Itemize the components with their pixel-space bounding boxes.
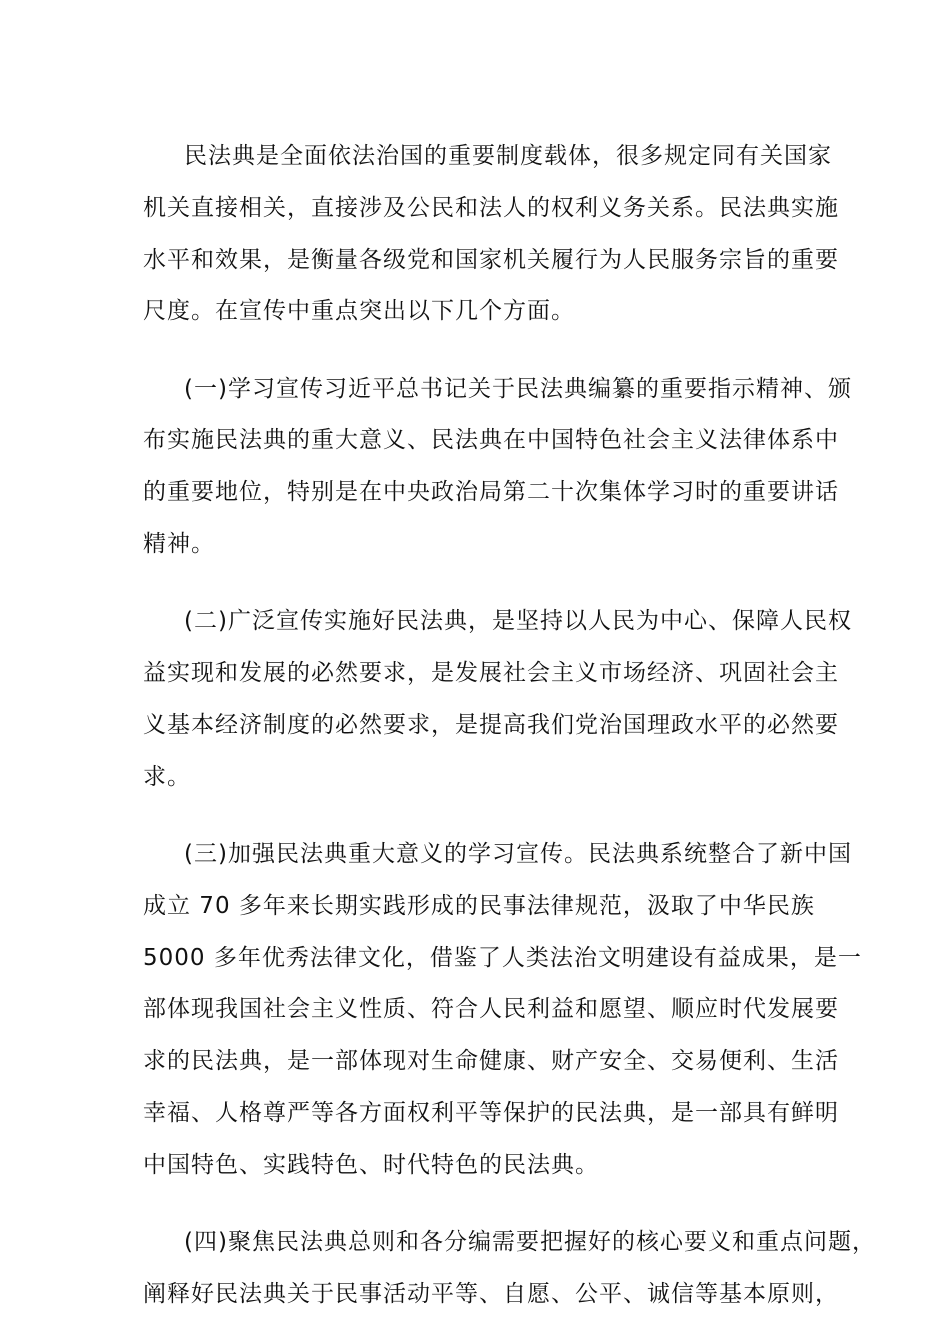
paragraph-line: (一)学习宣传习近平总书记关于民法典编纂的重要指示精神、颁 [184,375,852,402]
paragraph-item-2 [143,596,852,803]
paragraph-line: 精神。 [143,531,215,558]
paragraph-line: 义基本经济制度的必然要求，是提高我们党治国理政水平的必然要 [143,711,839,738]
document-body [143,131,876,1321]
paragraph-line: (三)加强民法典重大意义的学习宣传。民法典系统整合了新中国 [184,841,852,868]
paragraph-line: 中国特色、实践特色、时代特色的民法典。 [143,1151,599,1178]
paragraph-line: 阐释好民法典关于民事活动平等、自愿、公平、诚信等基本原则， [143,1280,839,1307]
paragraph-line: 水平和效果，是衡量各级党和国家机关履行为人民服务宗旨的重要 [143,246,839,273]
paragraph-line: 5000 多年优秀法律文化，借鉴了人类法治文明建设有益成果，是一 [143,944,862,971]
paragraph-line: 部体现我国社会主义性质、符合人民利益和愿望、顺应时代发展要 [143,996,839,1023]
paragraph-line: 求。 [143,763,191,790]
paragraph-item-3 [143,829,862,1192]
paragraph-item-1 [143,364,852,571]
paragraph-line: 布实施民法典的重大意义、民法典在中国特色社会主义法律体系中 [143,427,839,454]
paragraph-line: 机关直接相关，直接涉及公民和法人的权利义务关系。民法典实施 [143,194,839,221]
paragraph-line: 民法典是全面依法治国的重要制度载体，很多规定同有关国家 [184,143,832,169]
paragraph-line: (四)聚焦民法典总则和各分编需要把握好的核心要义和重点问题， [184,1229,876,1256]
paragraph-line: (二)广泛宣传实施好民法典，是坚持以人民为中心、保障人民权 [184,608,852,635]
paragraph-line: 幸福、人格尊严等各方面权利平等保护的民法典，是一部具有鲜明 [143,1100,839,1127]
paragraph-line: 求的民法典，是一部体现对生命健康、财产安全、交易便利、生活 [143,1048,839,1075]
paragraph-intro [143,131,839,338]
paragraph-line: 尺度。在宣传中重点突出以下几个方面。 [143,298,575,325]
paragraph-line: 成立 70 多年来长期实践形成的民事法律规范，汲取了中华民族 [143,892,815,919]
paragraph-item-4 [143,1217,876,1321]
paragraph-line: 益实现和发展的必然要求，是发展社会主义市场经济、巩固社会主 [143,660,839,687]
paragraph-line: 的重要地位，特别是在中央政治局第二十次集体学习时的重要讲话 [143,479,839,506]
